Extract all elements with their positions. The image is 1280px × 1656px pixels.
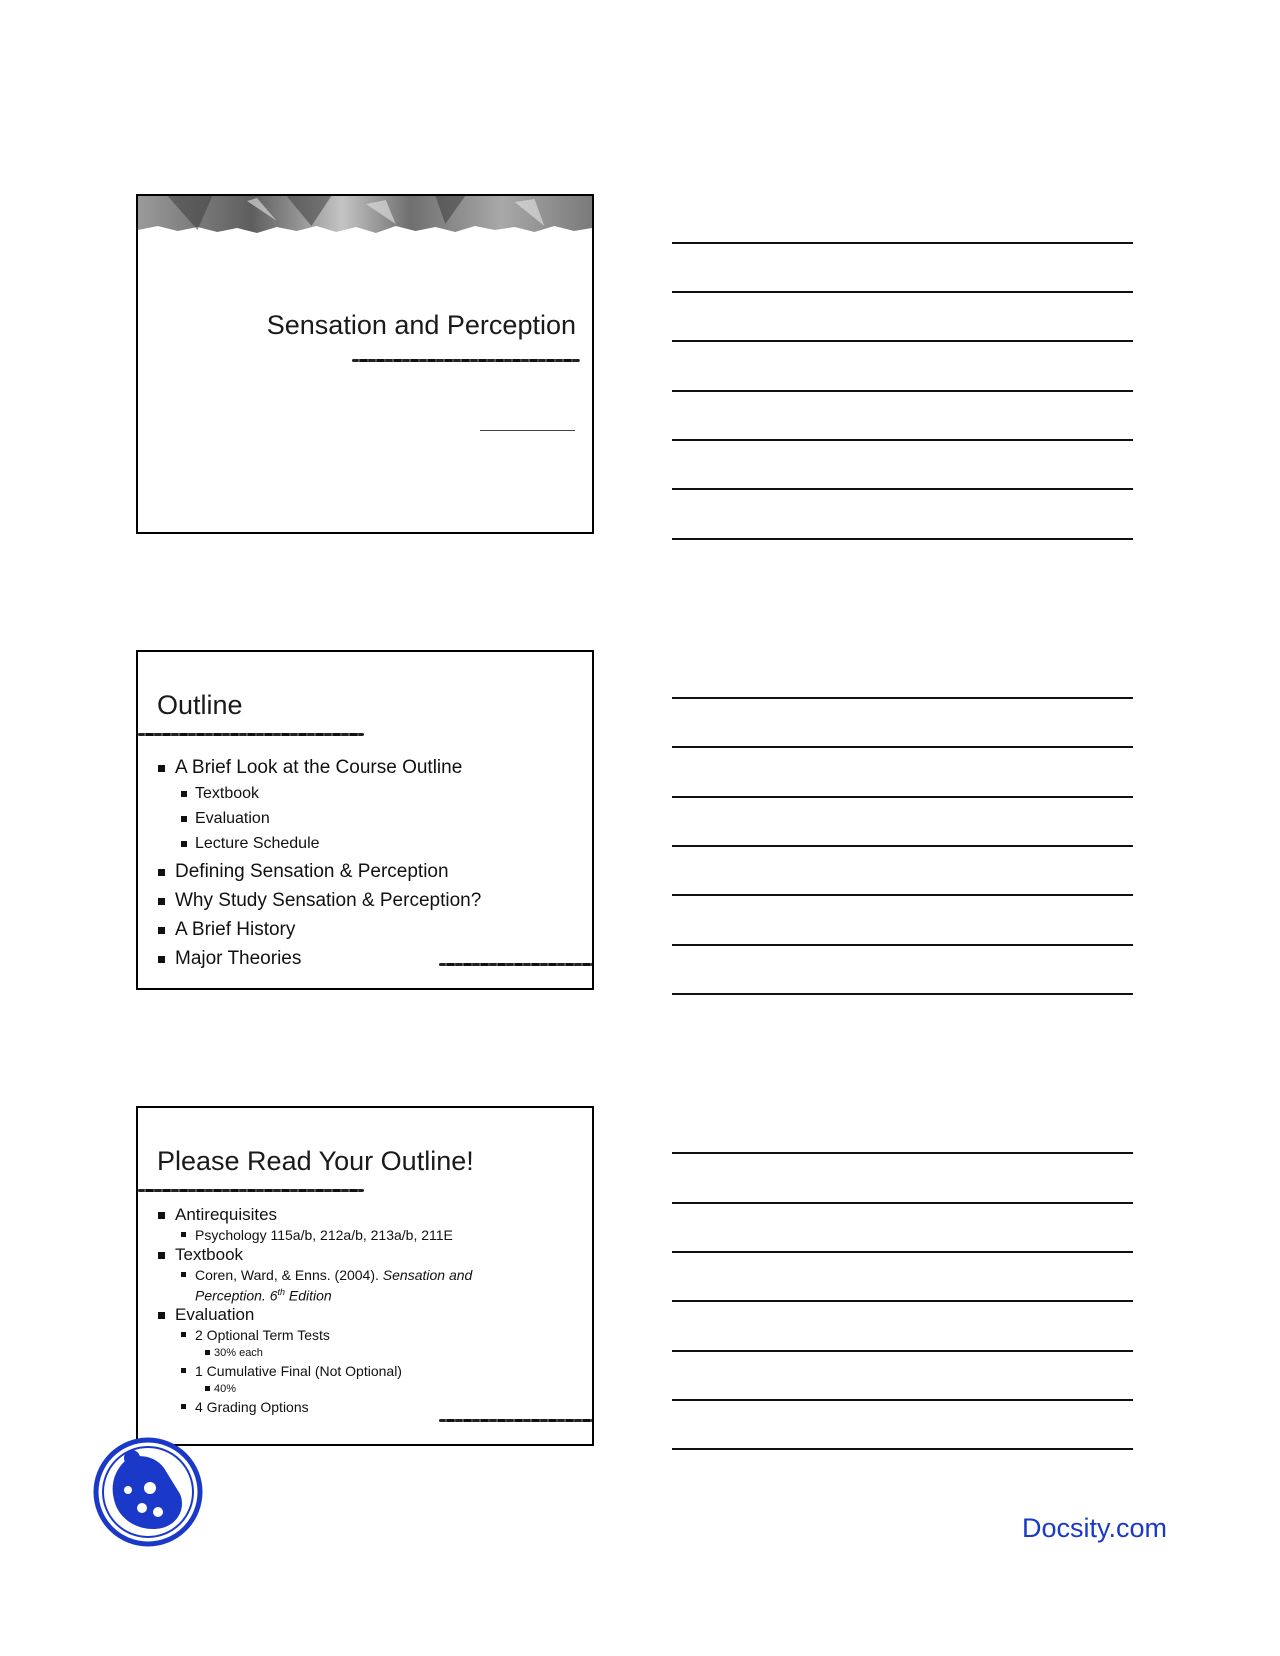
list-item-text: Edition — [285, 1287, 332, 1304]
list-item: Major Theories — [158, 946, 582, 972]
list-item: Evaluation — [158, 1304, 582, 1326]
list-item: Psychology 115a/b, 212a/b, 213a/b, 211E — [158, 1226, 582, 1244]
note-line — [672, 993, 1133, 995]
list-item: Antirequisites — [158, 1204, 582, 1226]
note-line — [672, 697, 1133, 699]
list-item: 1 Cumulative Final (Not Optional) — [158, 1362, 582, 1380]
list-item: 4 Grading Options — [158, 1398, 582, 1416]
note-line — [672, 340, 1133, 342]
list-item-continuation — [158, 1284, 582, 1304]
title-underline — [352, 359, 580, 362]
list-item: A Brief Look at the Course Outline — [158, 755, 582, 781]
list-item-italic: Sensation and — [382, 1267, 473, 1283]
slide-title: Outline — [157, 690, 243, 720]
outline-list — [158, 752, 582, 972]
slide-3-read-outline — [136, 1106, 594, 1446]
slide-2-outline — [136, 650, 594, 990]
note-line — [672, 796, 1133, 798]
note-line — [672, 1251, 1133, 1253]
banner-texture-image — [138, 196, 592, 242]
list-item-text: Perception. 6 — [195, 1287, 278, 1304]
list-item: Lecture Schedule — [158, 831, 582, 856]
list-item: 40% — [158, 1380, 582, 1398]
outline-list — [158, 1204, 582, 1416]
slide-title: Please Read Your Outline! — [157, 1146, 474, 1176]
note-line — [672, 538, 1133, 540]
note-line — [672, 390, 1133, 392]
note-line — [672, 746, 1133, 748]
list-item: Textbook — [158, 1244, 582, 1266]
superscript: th — [277, 1287, 286, 1297]
note-line — [672, 291, 1133, 293]
note-line — [672, 944, 1133, 946]
slide-title: Sensation and Perception — [266, 310, 576, 340]
note-line — [672, 1152, 1133, 1154]
note-line — [672, 1202, 1133, 1204]
subtitle-placeholder-line — [480, 430, 575, 431]
footer-rule — [439, 963, 594, 966]
note-line — [672, 242, 1133, 244]
list-item: A Brief History — [158, 917, 582, 943]
note-line — [672, 845, 1133, 847]
list-item — [158, 1266, 582, 1284]
note-line — [672, 1448, 1133, 1450]
list-item: Evaluation — [158, 806, 582, 831]
slide-1-title — [136, 194, 594, 534]
docsity-brand-link[interactable]: Docsity.com — [1022, 1513, 1168, 1543]
docsity-ladybug-icon[interactable] — [92, 1436, 204, 1548]
list-item: Textbook — [158, 781, 582, 806]
list-item: 30% each — [158, 1344, 582, 1362]
footer-rule — [439, 1419, 594, 1422]
list-item-text: Coren, Ward, & Enns. (2004). — [195, 1267, 383, 1283]
list-item: 2 Optional Term Tests — [158, 1326, 582, 1344]
title-underline — [138, 1189, 364, 1192]
list-item: Defining Sensation & Perception — [158, 859, 582, 885]
list-item: Why Study Sensation & Perception? — [158, 888, 582, 914]
title-underline — [138, 733, 364, 736]
note-line — [672, 488, 1133, 490]
note-line — [672, 1399, 1133, 1401]
note-line — [672, 894, 1133, 896]
note-line — [672, 1300, 1133, 1302]
note-line — [672, 439, 1133, 441]
note-line — [672, 1350, 1133, 1352]
